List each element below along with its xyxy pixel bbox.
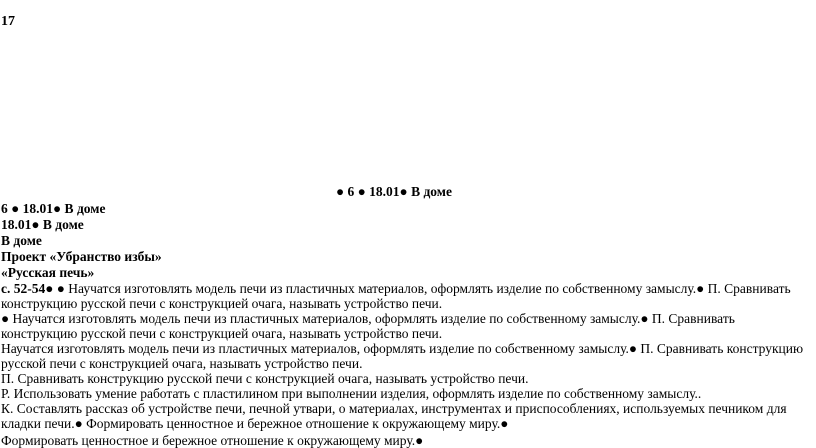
lesson-section-line: В доме <box>1 233 42 248</box>
paragraph-3: Научатся изготовлять модель печи из пластичных материалов, оформлять изделие по собственному замыслу.● П. Сравнивать конструкцию русской печи с конструкцией очага, называть устройство печи. <box>1 341 804 371</box>
paragraph-7: Формировать ценностное и бережное отношение к окружающему миру.● <box>1 433 424 448</box>
lesson-number-line: 6 ● 18.01● В доме <box>1 201 106 216</box>
page-number: 17 <box>1 14 15 29</box>
paragraph-1-text: Научатся изготовлять модель печи из пластичных материалов, оформлять изделие по собственному замыслу.● П. Сравнивать конструкцию русской печи с конструкцией очага, называть устройство печи. <box>1 281 791 311</box>
page-reference: с. 52-54● ● <box>1 281 65 296</box>
paragraph-4: П. Сравнивать конструкцию русской печи с конструкцией очага, называть устройство печи. <box>1 371 529 386</box>
paragraph-6: К. Составлять рассказ об устройстве печи, печной утвари, о материалах, инструментах и приспособлениях, используемых печником для кладки печи.● Формировать ценностное и бережное отношение к окружающему миру.● <box>1 401 787 431</box>
project-subtitle: «Русская печь» <box>1 265 95 280</box>
lesson-date-line: 18.01● В доме <box>1 217 84 232</box>
paragraph-5: Р. Использовать умение работать с пластилином при выполнении изделия, оформлять изделие по собственному замыслу.. <box>1 386 702 401</box>
lesson-body <box>1 201 813 448</box>
lesson-header-centered: ● 6 ● 18.01● В доме <box>336 184 452 199</box>
paragraph-2: ● Научатся изготовлять модель печи из пластичных материалов, оформлять изделие по собственному замыслу.● П. Сравнивать конструкцию русской печи с конструкцией очага, называть устройство печи. <box>1 311 735 341</box>
paragraph-1 <box>1 281 813 311</box>
project-title: Проект «Убранство избы» <box>1 249 162 264</box>
